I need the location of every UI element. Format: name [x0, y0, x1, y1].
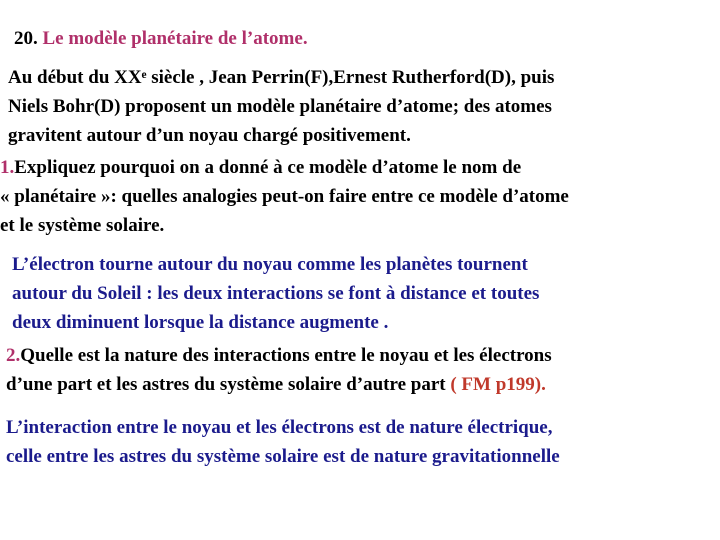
question1-number: 1.: [0, 157, 15, 178]
answer1-line: deux diminuent lorsque la distance augmente .: [12, 312, 389, 333]
question1-text: Expliquez pourquoi on a donné à ce modèle d’atome le nom de: [14, 157, 522, 178]
answer1-line: L’électron tourne autour du noyau comme les planètes tournent: [12, 254, 528, 275]
question2-line: [6, 344, 552, 367]
question2-text: d’une part et les astres du système solaire d’autre part: [6, 374, 451, 395]
title-text: Le modèle planétaire de l’atome.: [37, 28, 308, 49]
question1-line: « planétaire »: quelles analogies peut-on faire entre ce modèle d’atome: [0, 186, 569, 207]
title-number: 20.: [14, 28, 38, 49]
slide-title: [14, 27, 308, 50]
answer1-line: autour du Soleil : les deux interactions se font à distance et toutes: [12, 283, 540, 304]
page-reference: ( FM p199).: [450, 374, 546, 395]
question2-line: [6, 373, 546, 396]
question1-line: et le système solaire.: [0, 215, 165, 236]
answer2-line: L’interaction entre le noyau et les électrons est de nature électrique,: [6, 417, 553, 438]
answer2-line: celle entre les astres du système solaire est de nature gravitationnelle: [6, 446, 560, 467]
question2-number: 2.: [6, 345, 21, 366]
intro-line: Au début du XXᵉ siècle , Jean Perrin(F),Ernest Rutherford(D), puis: [8, 67, 555, 88]
intro-line: Niels Bohr(D) proposent un modèle planétaire d’atome; des atomes: [8, 96, 552, 117]
intro-line: gravitent autour d’un noyau chargé positivement.: [8, 125, 411, 146]
question1-line: [0, 156, 521, 179]
question2-text: Quelle est la nature des interactions entre le noyau et les électrons: [20, 345, 552, 366]
